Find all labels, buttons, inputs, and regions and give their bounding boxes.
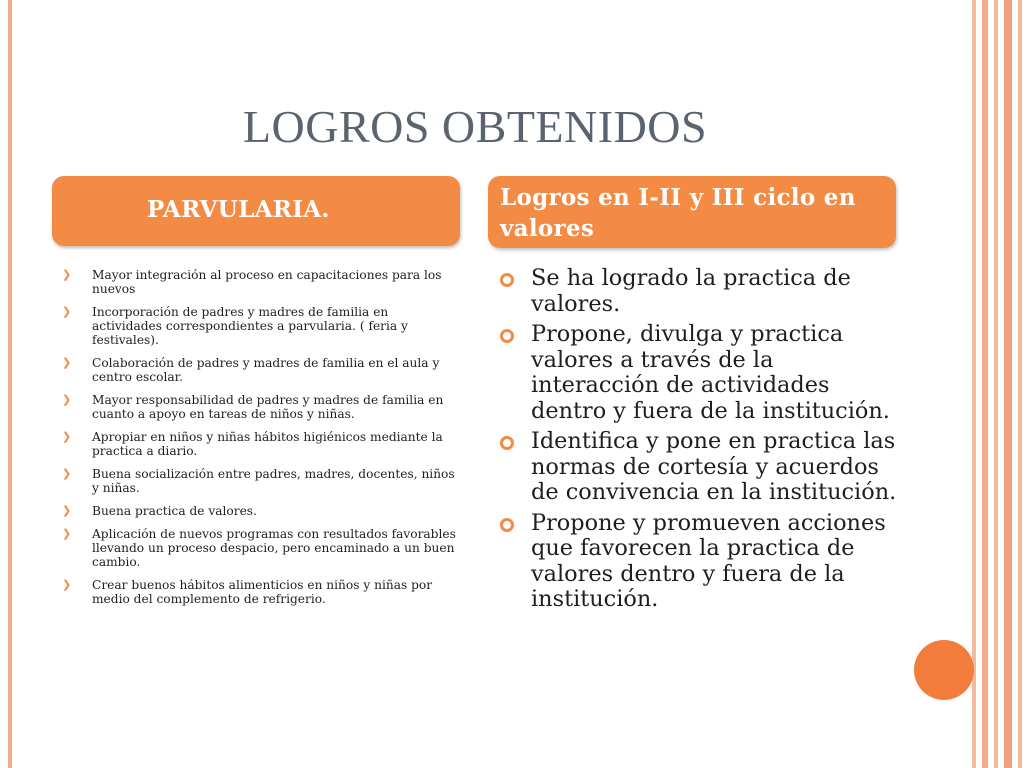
list-item: ❯ Apropiar en niños y niñas hábitos higiénicos mediante la practica a diario. (62, 430, 443, 458)
list-item: Propone, divulga y practica valores a través de la interacción de actividades dentro y fuera de la institución. (498, 322, 898, 424)
list-item: ❯ Aplicación de nuevos programas con resultados favorables llevando un proceso despacio, pero encaminado a un buen cambio. (62, 527, 456, 569)
ring-bullet-icon (500, 436, 514, 450)
list-item: ❯ Buena practica de valores. (62, 504, 257, 518)
ciclos-header (488, 176, 896, 248)
chevron-bullet-icon: ❯ (62, 305, 72, 318)
list-item: ❯ Mayor integración al proceso en capacitaciones para los nuevos (62, 268, 442, 296)
parvularia-header (52, 176, 460, 246)
list-item: ❯ Mayor responsabilidad de padres y madres de familia en cuanto a apoyo en tareas de niños y niñas. (62, 393, 444, 421)
list-item: Propone y promueven acciones que favorecen la practica de valores dentro y fuera de la institución. (498, 511, 898, 613)
ring-bullet-icon (500, 518, 514, 532)
list-item: ❯ Buena socialización entre padres, madres, docentes, niños y niñas. (62, 467, 455, 495)
list-item: ❯ Colaboración de padres y madres de familia en el aula y centro escolar. (62, 356, 440, 384)
list-item: ❯ Incorporación de padres y madres de familia en actividades correspondientes a parvularia. ( feria y festivales). (62, 305, 408, 347)
chevron-bullet-icon: ❯ (62, 268, 72, 281)
list-item: Se ha logrado la practica de valores. (498, 266, 898, 317)
ciclos-header-label: Logros en I-II y III ciclo en valores (500, 184, 856, 242)
parvularia-header-label: PARVULARIA. (147, 196, 330, 223)
chevron-bullet-icon: ❯ (62, 430, 72, 443)
chevron-bullet-icon: ❯ (62, 356, 72, 369)
chevron-bullet-icon: ❯ (62, 467, 72, 480)
ring-bullet-icon (500, 329, 514, 343)
chevron-bullet-icon: ❯ (62, 578, 72, 591)
chevron-bullet-icon: ❯ (62, 393, 72, 406)
chevron-bullet-icon: ❯ (62, 527, 72, 540)
ciclos-list (498, 266, 898, 618)
decorative-circle (914, 640, 974, 700)
right-border-stripes (972, 0, 1024, 768)
chevron-bullet-icon: ❯ (62, 504, 72, 517)
list-item: Identifica y pone en practica las normas de cortesía y acuerdos de convivencia en la institución. (498, 429, 898, 506)
parvularia-list (60, 268, 460, 615)
slide-title: LOGROS OBTENIDOS (242, 101, 708, 152)
ring-bullet-icon (500, 273, 514, 287)
list-item: ❯ Crear buenos hábitos alimenticios en niños y niñas por medio del complemento de refrigerio. (62, 578, 433, 606)
